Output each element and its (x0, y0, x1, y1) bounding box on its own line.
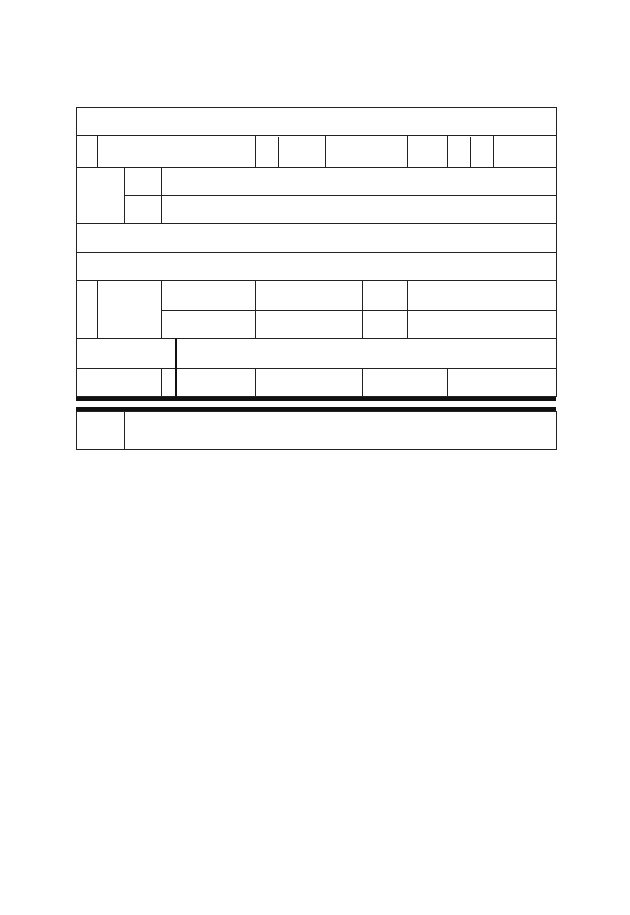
age-field[interactable] (448, 136, 494, 168)
address-field[interactable] (98, 136, 256, 168)
consultation-form (76, 107, 556, 450)
occupation-label (470, 137, 493, 167)
status-date-header (176, 369, 256, 397)
loan-amount-label (77, 281, 98, 339)
name-field[interactable] (279, 137, 325, 167)
consult-content-label (125, 196, 162, 224)
loan-number-label (363, 311, 408, 339)
status-amount-header (256, 369, 363, 397)
repay-method-value (256, 311, 363, 339)
final-due-label (162, 281, 256, 311)
address-label (77, 136, 98, 168)
card-title (77, 108, 557, 136)
name-cell[interactable] (256, 136, 326, 168)
consult-item-value (162, 168, 557, 196)
repay-plan-header (77, 339, 176, 369)
repay-status-header (176, 339, 557, 369)
table-break (76, 397, 556, 411)
consult-content-field[interactable] (162, 196, 557, 224)
remarks-field[interactable] (125, 412, 557, 450)
consult-item-label (125, 168, 162, 196)
repay-method-label (162, 311, 256, 339)
handler-seal-header (448, 369, 557, 397)
loan-amount-field[interactable] (98, 281, 162, 339)
status-balance-header (363, 369, 448, 397)
loan-date-label (363, 281, 408, 311)
occupation-field[interactable] (494, 136, 557, 168)
ledger-title (77, 253, 557, 281)
remarks-label (77, 412, 125, 450)
consult-label (77, 168, 125, 224)
name-label (256, 137, 279, 167)
form-table (76, 107, 557, 397)
loan-number-field[interactable] (408, 311, 557, 339)
name-value[interactable] (326, 136, 408, 168)
form-table-bottom (76, 411, 557, 450)
age-label (408, 136, 448, 168)
staff-opinion-label (77, 224, 557, 253)
final-due-date[interactable] (256, 281, 363, 311)
plan-date-header (77, 369, 162, 397)
loan-date-field[interactable] (408, 281, 557, 311)
plan-amount-header (162, 369, 176, 397)
